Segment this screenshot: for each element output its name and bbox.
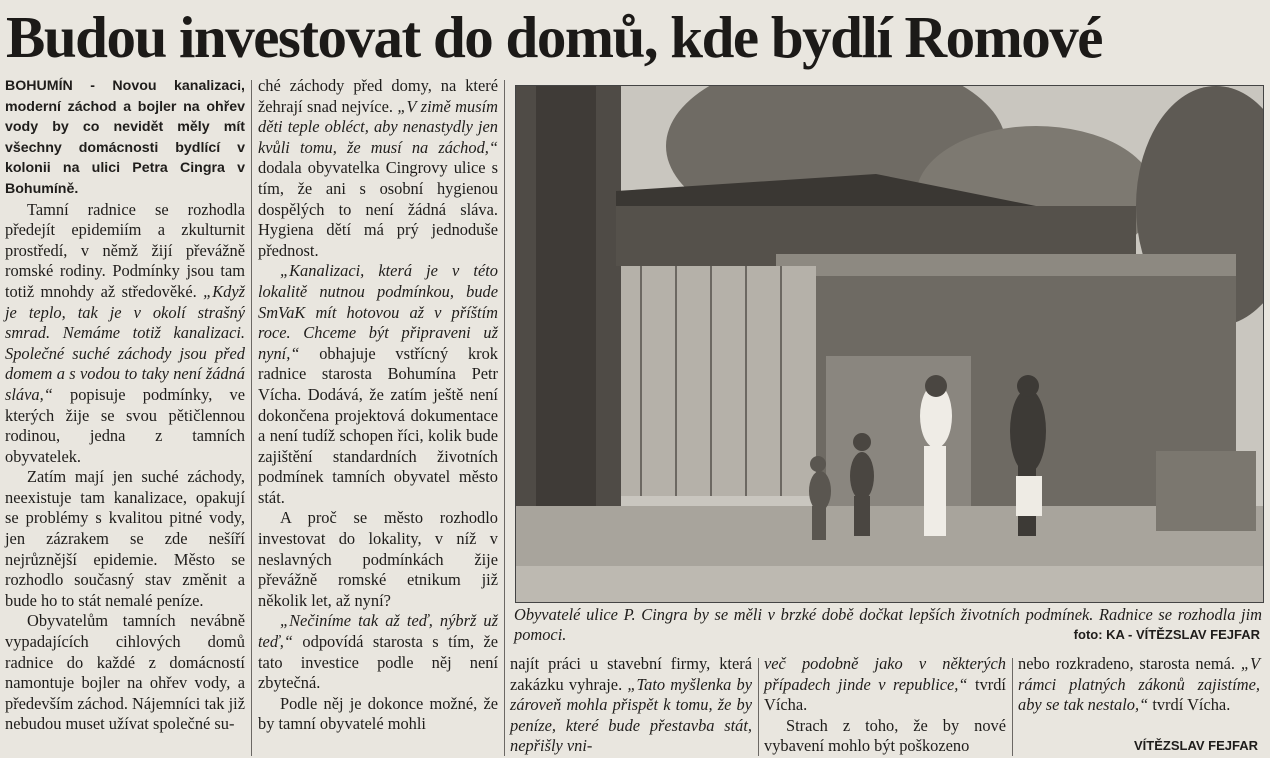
author-byline: VÍTĚZSLAV FEJFAR bbox=[1134, 738, 1258, 753]
column-rule bbox=[504, 80, 505, 756]
news-photo bbox=[515, 85, 1264, 603]
lead-paragraph: BOHUMÍN - Novou kanalizaci, moderní záchod a bojler na ohřev vody by co nevidět měly mít všechny domácnosti bydlící v kolonii na ulici Petra Cingra v Bohumíně. bbox=[5, 78, 245, 197]
article-column-5 bbox=[1018, 654, 1260, 716]
body-text: dodala obyvatelka Cingrovy ulice s tím, že ani s osobní hygienou dospělých to není žádná sláva. Hygiena dětí má prý jednoduše přednost. bbox=[258, 158, 498, 260]
column-rule bbox=[758, 658, 759, 756]
body-text: odpovídá starosta s tím, že tato investice podle něj není zbytečná. bbox=[258, 632, 498, 693]
photo-caption: Obyvatelé ulice P. Cingra by se měli v brzké době dočkat lepších životních podmínek. Radnice se rozhodla jim pomoci. bbox=[514, 605, 1262, 644]
body-text: Tamní radnice se rozhodla předejít epidemiím a zkulturnit prostředí, v němž žijí převážně romské rodiny. Podmínky jsou tam totiž mnohdy až středověké. bbox=[5, 199, 245, 301]
quote: „V zimě musím děti teple obléct, aby nenastydly jen kvůli tomu, že musí na záchod,“ bbox=[258, 96, 498, 157]
column-rule bbox=[1012, 658, 1013, 756]
body-text: najít práci u stavební firmy, která zakázku vyhraje. bbox=[510, 654, 752, 694]
article-column-1 bbox=[5, 76, 245, 735]
body-text: ché záchody před domy, na které žehrají snad nejvíce. bbox=[258, 76, 498, 116]
quote: „Nečiníme tak až teď, nýbrž už teď,“ bbox=[258, 611, 498, 652]
article-column-4 bbox=[764, 654, 1006, 757]
article-column-3 bbox=[510, 654, 752, 757]
quote: „Tato myšlenka by zároveň mohla přispět k tomu, že by peníze, které bude přestavba stát, nepřišly vni- bbox=[510, 674, 752, 756]
body-paragraph: Obyvatelům tamních nevábně vypadajících cihlových domů radnice do každé z domácností namontuje bojler na ohřev vody, a především záchod. Nájemníci tak již nebudou muset užívat společné su- bbox=[5, 611, 245, 734]
quote: „V rámci platných zákonů zajistíme, aby se tak nestalo,“ bbox=[1018, 654, 1260, 715]
photo-illustration bbox=[516, 86, 1263, 602]
body-paragraph bbox=[258, 611, 498, 693]
quote: „Když je teplo, tak je v okolí strašný smrad. Nemáme totiž kanalizaci. Společné suché záchody jsou před domem a s vodou to taky není žádná sláva,“ bbox=[5, 281, 245, 404]
body-paragraph: A proč se město rozhodlo investovat do lokality, v níž v neslavných podmínkách žije převážně romské etnikum již několik let, až nyní? bbox=[258, 508, 498, 610]
quote: „Kanalizaci, která je v této lokalitě nutnou podmínkou, bude SmVaK mít hotovou až v příštím roce. Chceme být připraveni už nyní,“ bbox=[258, 261, 498, 363]
body-paragraph bbox=[510, 654, 752, 757]
body-paragraph: Podle něj je dokonce možné, že by tamní obyvatelé mohli bbox=[258, 693, 498, 734]
photo-credit: foto: KA - VÍTĚZSLAV FEJFAR bbox=[1073, 627, 1260, 642]
body-text: nebo rozkradeno, starosta nemá. bbox=[1018, 654, 1235, 673]
body-paragraph bbox=[258, 76, 498, 261]
column-rule bbox=[251, 80, 252, 756]
body-text: popisuje podmínky, ve kterých žije se svou pětičlennou rodinou, jedna z tamních obyvatelek. bbox=[5, 384, 245, 466]
headline: Budou investovat do domů, kde bydlí Romové bbox=[6, 4, 1102, 70]
body-text: tvrdí Vícha. bbox=[1152, 695, 1231, 715]
article-column-2 bbox=[258, 76, 498, 735]
body-text: obhajuje vstřícný krok radnice starosta Bohumína Petr Vícha. Dodává, že zatím ještě není dokončena projektová dokumentace a není tudíž schopen říci, kolik bude zajištění standardních životních podmínek tamních obyvatel město stát. bbox=[258, 343, 498, 507]
body-text: tvrdí Vícha. bbox=[764, 674, 1006, 715]
body-paragraph: Strach z toho, že by nové vybavení mohlo být poškozeno bbox=[764, 715, 1006, 756]
body-paragraph: Zatím mají jen suché záchody, neexistuje tam kanalizace, opakují se problémy s kvalitou pitné vody, jen zázrakem se zde nešíří nejrůznější epidemie. Město se rozhodlo současný stav změnit a bude ho to stát nemalé peníze. bbox=[5, 467, 245, 610]
body-paragraph bbox=[258, 261, 498, 508]
quote: več podobně jako v některých případech jinde v republice,“ bbox=[764, 654, 1006, 694]
body-paragraph bbox=[764, 654, 1006, 716]
body-paragraph bbox=[5, 200, 245, 468]
body-paragraph bbox=[1018, 654, 1260, 716]
